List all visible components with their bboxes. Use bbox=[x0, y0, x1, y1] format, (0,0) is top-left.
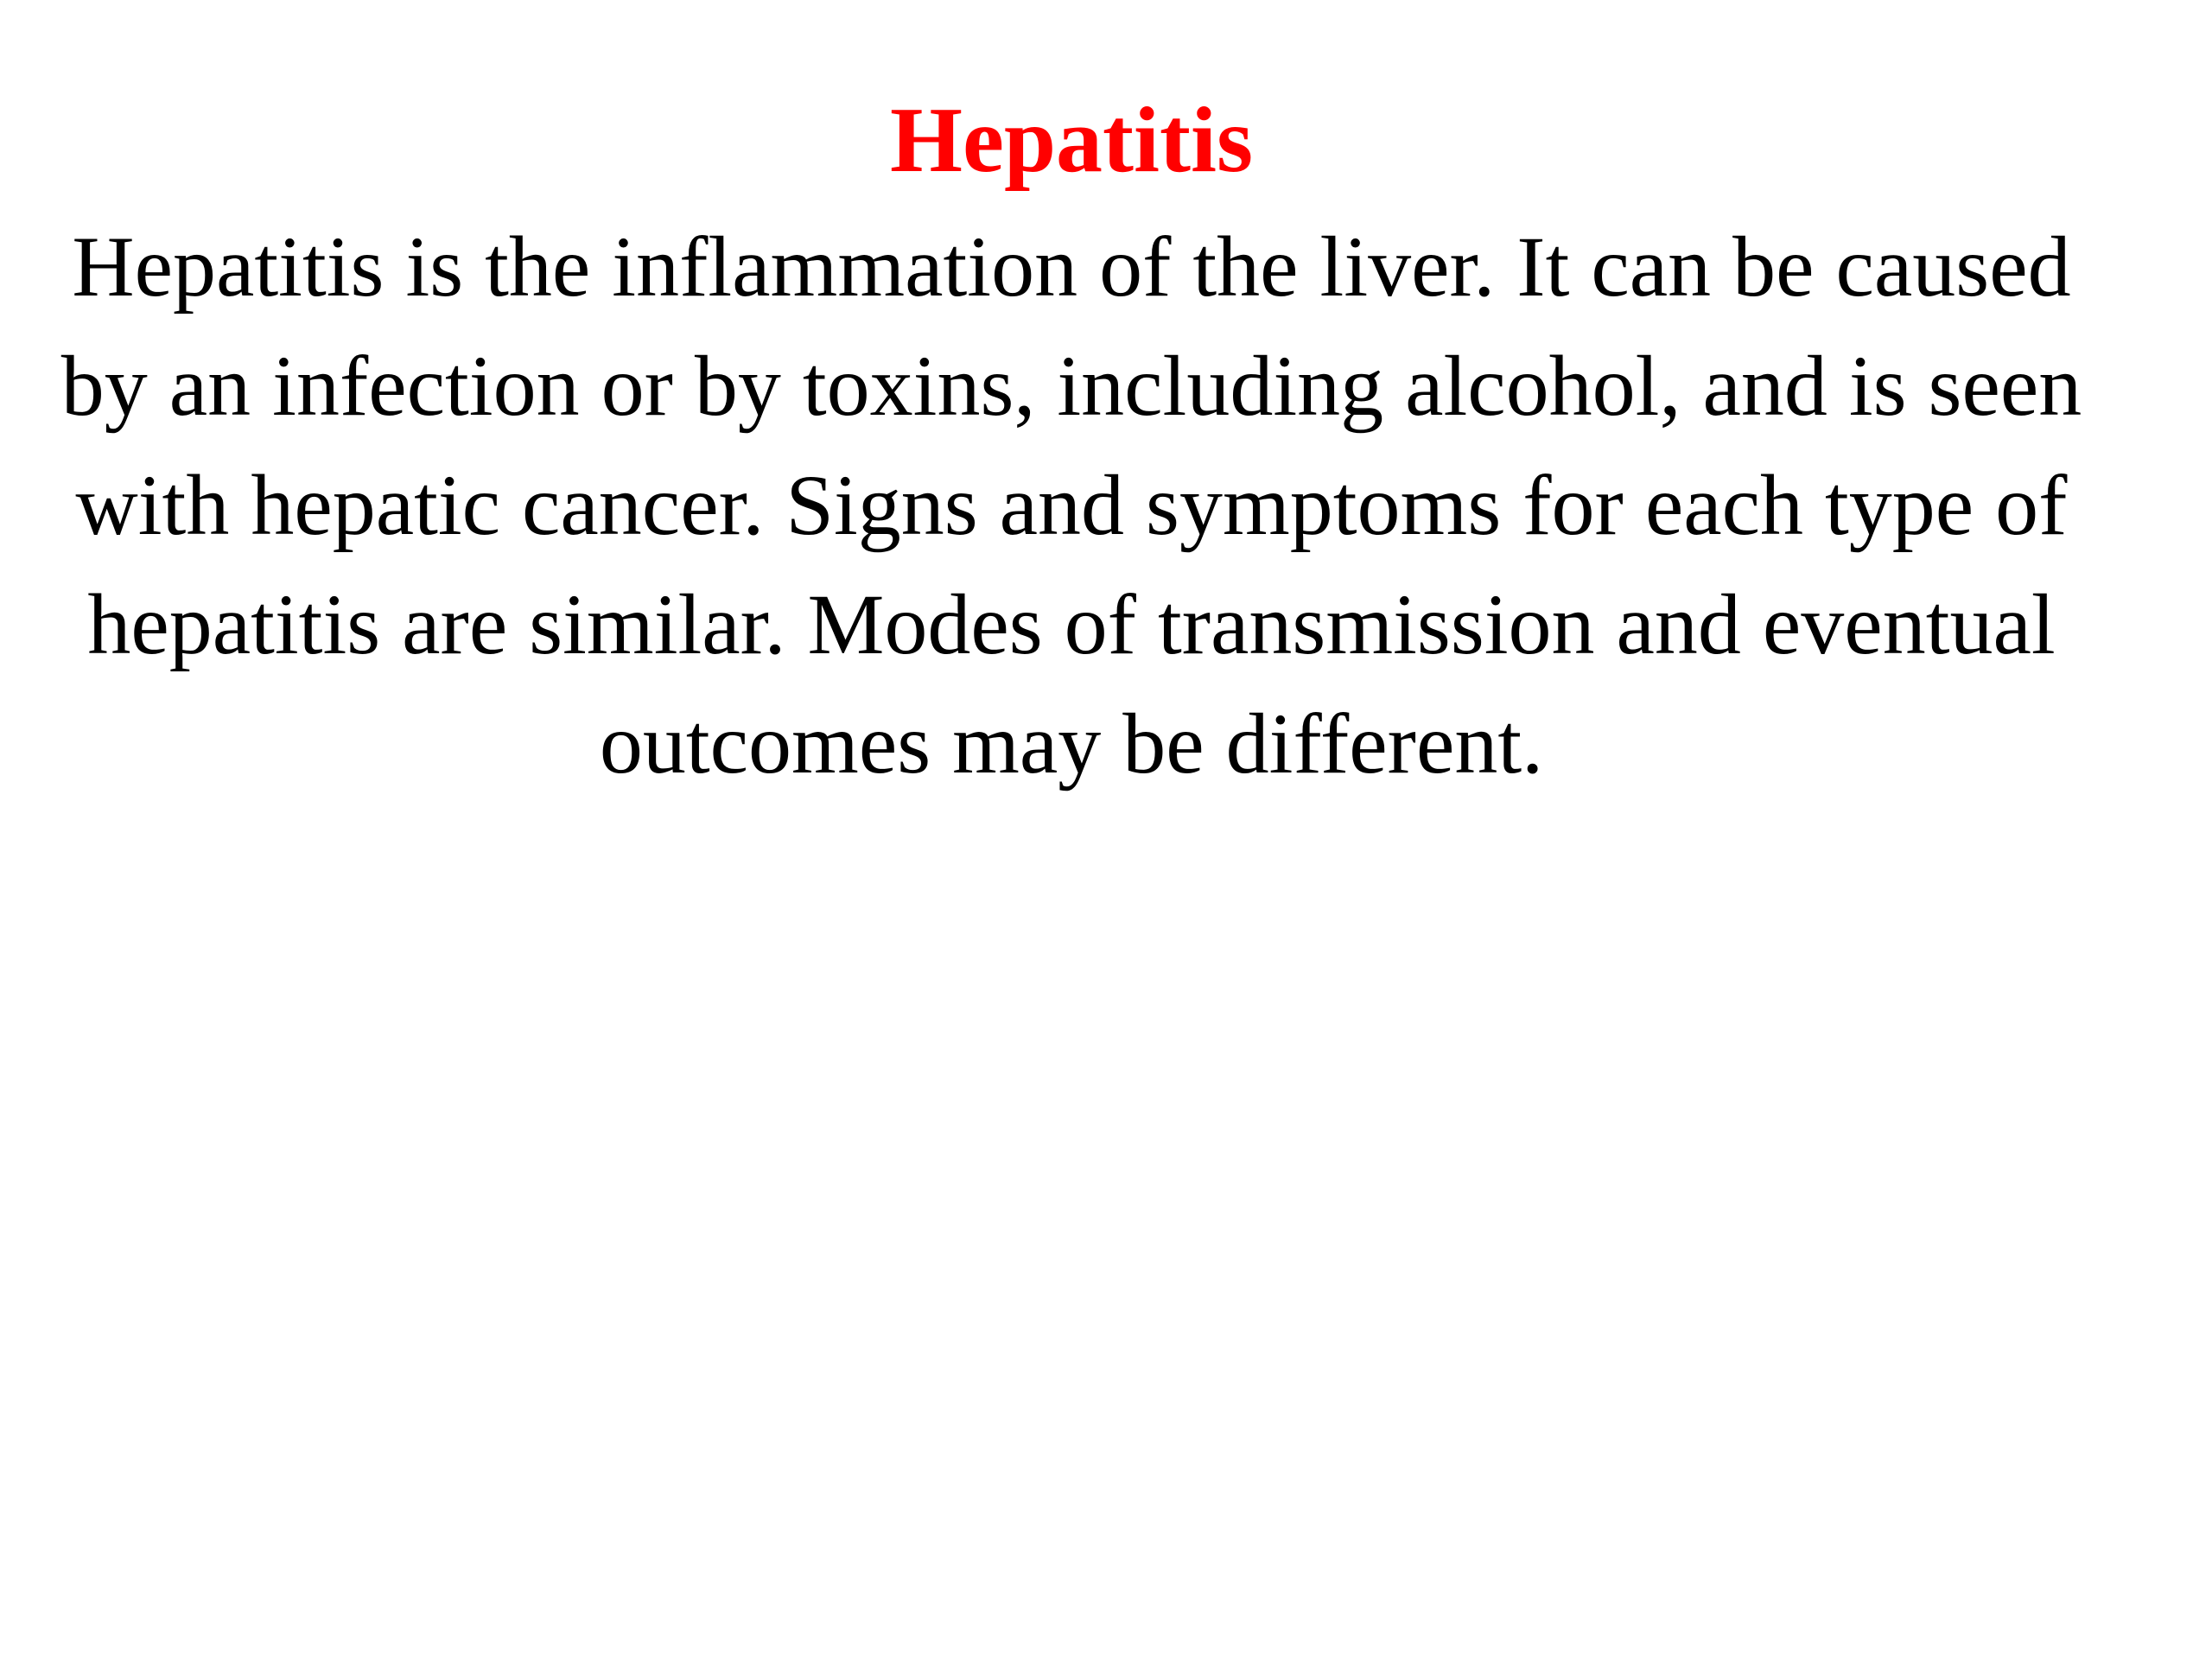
slide-title: Hepatitis bbox=[890, 89, 1253, 192]
slide-body-text: Hepatitis is the inflammation of the liver. It can be caused by an infection or by toxins, including alcohol, and is seen with hepatic cancer. Signs and symptoms for each type of hepatitis are similar. Modes of transmission and eventual outcomes may be different. bbox=[60, 219, 2082, 791]
